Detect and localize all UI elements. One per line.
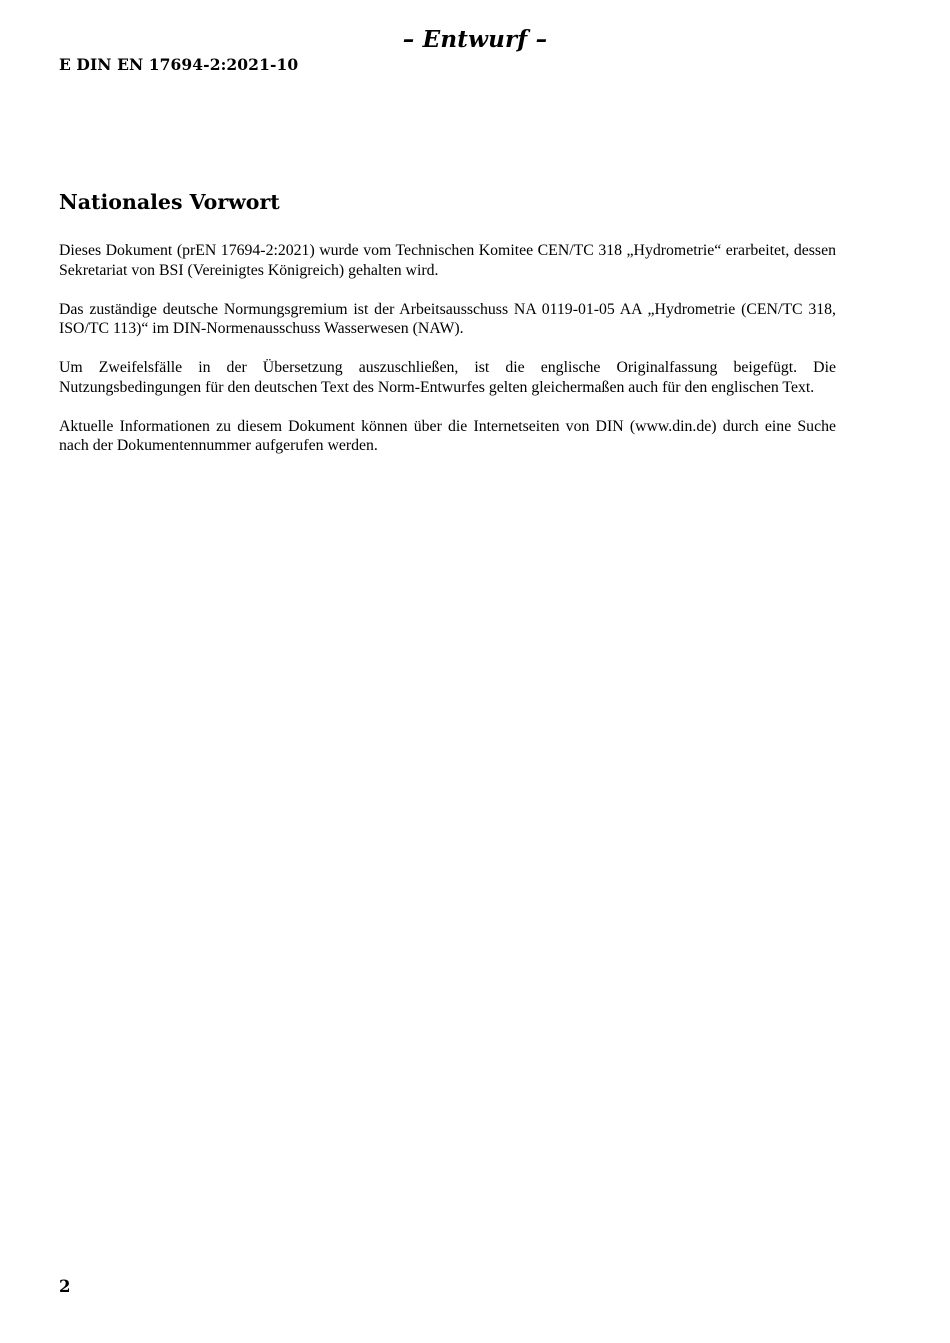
- paragraph-standards-body: Das zuständige deutsche Normungsgremium ist der Arbeitsausschuss NA 0119-01-05 AA „Hydrometrie (CEN/TC 318, ISO/TC 113)“ im DIN-Normenausschuss Wasserwesen (NAW).: [59, 300, 836, 337]
- foreword-body: [59, 241, 836, 475]
- paragraph-committee: Dieses Dokument (prEN 17694-2:2021) wurde vom Technischen Komitee CEN/TC 318 „Hydrometrie“ erarbeitet, dessen Sekretariat von BSI (Vereinigtes Königreich) gehalten wird.: [59, 242, 836, 279]
- paragraph-information: Aktuelle Informationen zu diesem Dokument können über die Internetseiten von DIN (www.din.de) durch eine Suche nach der Dokumentennummer aufgerufen werden.: [59, 417, 836, 454]
- paragraph-translation: Um Zweifelsfälle in der Übersetzung auszuschließen, ist die englische Originalfassung beigefügt. Die Nutzungsbedingungen für den deutschen Text des Norm-Entwurfes gelten gleichermaßen auch für den englischen Text.: [59, 359, 836, 396]
- page-number: 2: [59, 1277, 71, 1296]
- document-number: E DIN EN 17694-2:2021-10: [59, 55, 299, 74]
- section-heading: Nationales Vorwort: [59, 190, 280, 214]
- draft-banner: – Entwurf –: [402, 26, 548, 53]
